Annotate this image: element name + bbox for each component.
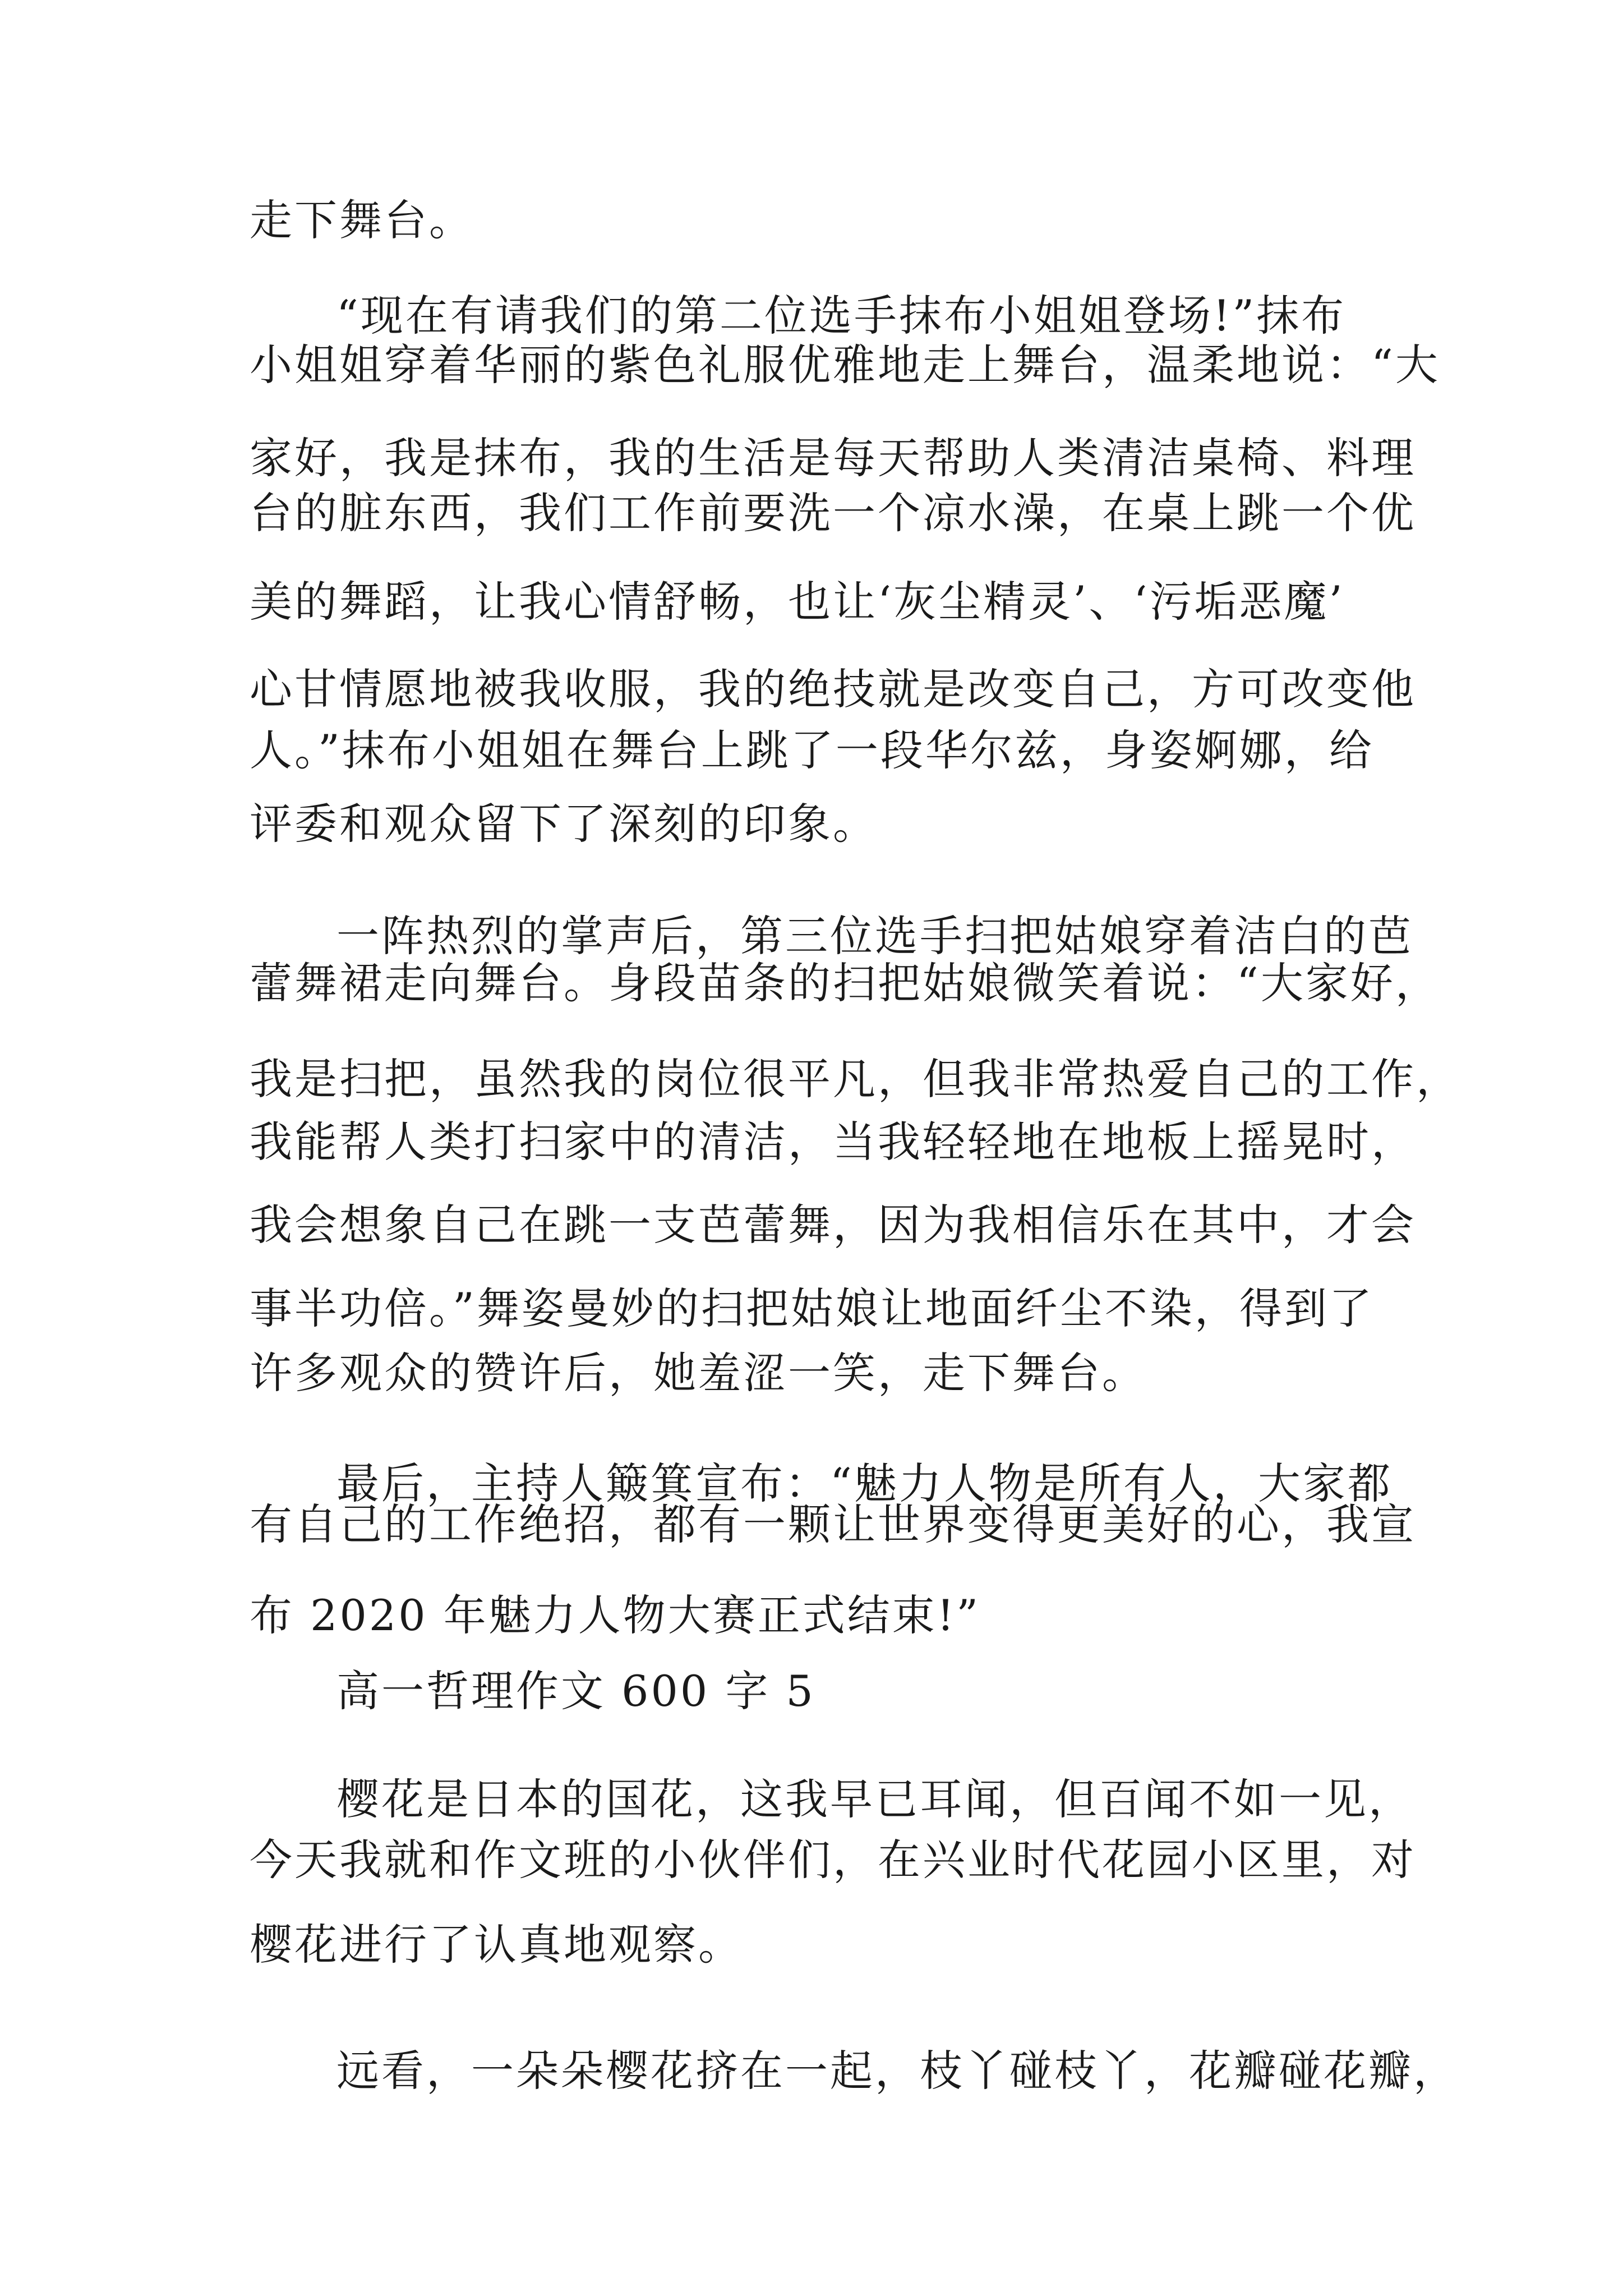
text-line: 我是扫把，虽然我的岗位很平凡，但我非常热爱自己的工作，	[250, 1054, 1461, 1104]
text-line: 家好，我是抹布，我的生活是每天帮助人类清洁桌椅、料理	[250, 433, 1416, 483]
text-line: 走下舞台。	[250, 195, 474, 245]
paragraph-start-line: 一阵热烈的掌声后，第三位选手扫把姑娘穿着洁白的芭	[336, 911, 1413, 961]
paragraph-start-line: 最后，主持人簸箕宣布：“魅力人物是所有人，大家都	[336, 1458, 1393, 1508]
paragraph-start-line: 远看，一朵朵樱花挤在一起，枝丫碰枝丫，花瓣碰花瓣，	[336, 2046, 1458, 2096]
text-line: 评委和观众留下了深刻的印象。	[250, 799, 878, 849]
paragraph-start-line: “现在有请我们的第二位选手抹布小姐姐登场!”抹布	[336, 291, 1347, 341]
text-line: 我能帮人类打扫家中的清洁，当我轻轻地在地板上摇晃时，	[250, 1117, 1416, 1167]
paragraph-start-line: 樱花是日本的国花，这我早已耳闻，但百闻不如一见，	[336, 1774, 1413, 1824]
text-line: 台的脏东西，我们工作前要洗一个凉水澡，在桌上跳一个优	[250, 488, 1416, 538]
text-line: 人。”抹布小姐姐在舞台上跳了一段华尔兹，身姿婀娜，给	[250, 725, 1374, 775]
text-line: 我会想象自己在跳一支芭蕾舞，因为我相信乐在其中，才会	[250, 1200, 1416, 1250]
text-line: 樱花进行了认真地观察。	[250, 1920, 743, 1970]
text-line: 布 2020 年魅力人物大赛正式结束!”	[250, 1590, 981, 1640]
text-line: 美的舞蹈，让我心情舒畅，也让‘灰尘精灵’、‘污垢恶魔’	[250, 577, 1345, 627]
text-line: 有自己的工作绝招，都有一颗让世界变得更美好的心，我宣	[250, 1499, 1416, 1549]
text-line: 蕾舞裙走向舞台。身段苗条的扫把姑娘微笑着说：“大家好，	[250, 958, 1440, 1008]
text-line: 今天我就和作文班的小伙伴们，在兴业时代花园小区里，对	[250, 1835, 1416, 1885]
text-line: 心甘情愿地被我收服，我的绝技就是改变自己，方可改变他	[250, 664, 1416, 714]
text-line: 事半功倍。”舞姿曼妙的扫把姑娘让地面纤尘不染，得到了	[250, 1283, 1374, 1333]
text-line: 小姐姐穿着华丽的紫色礼服优雅地走上舞台，温柔地说：“大	[250, 340, 1440, 390]
text-line: 许多观众的赞许后，她羞涩一笑，走下舞台。	[250, 1348, 1147, 1398]
section-heading: 高一哲理作文 600 字 5	[336, 1666, 815, 1716]
